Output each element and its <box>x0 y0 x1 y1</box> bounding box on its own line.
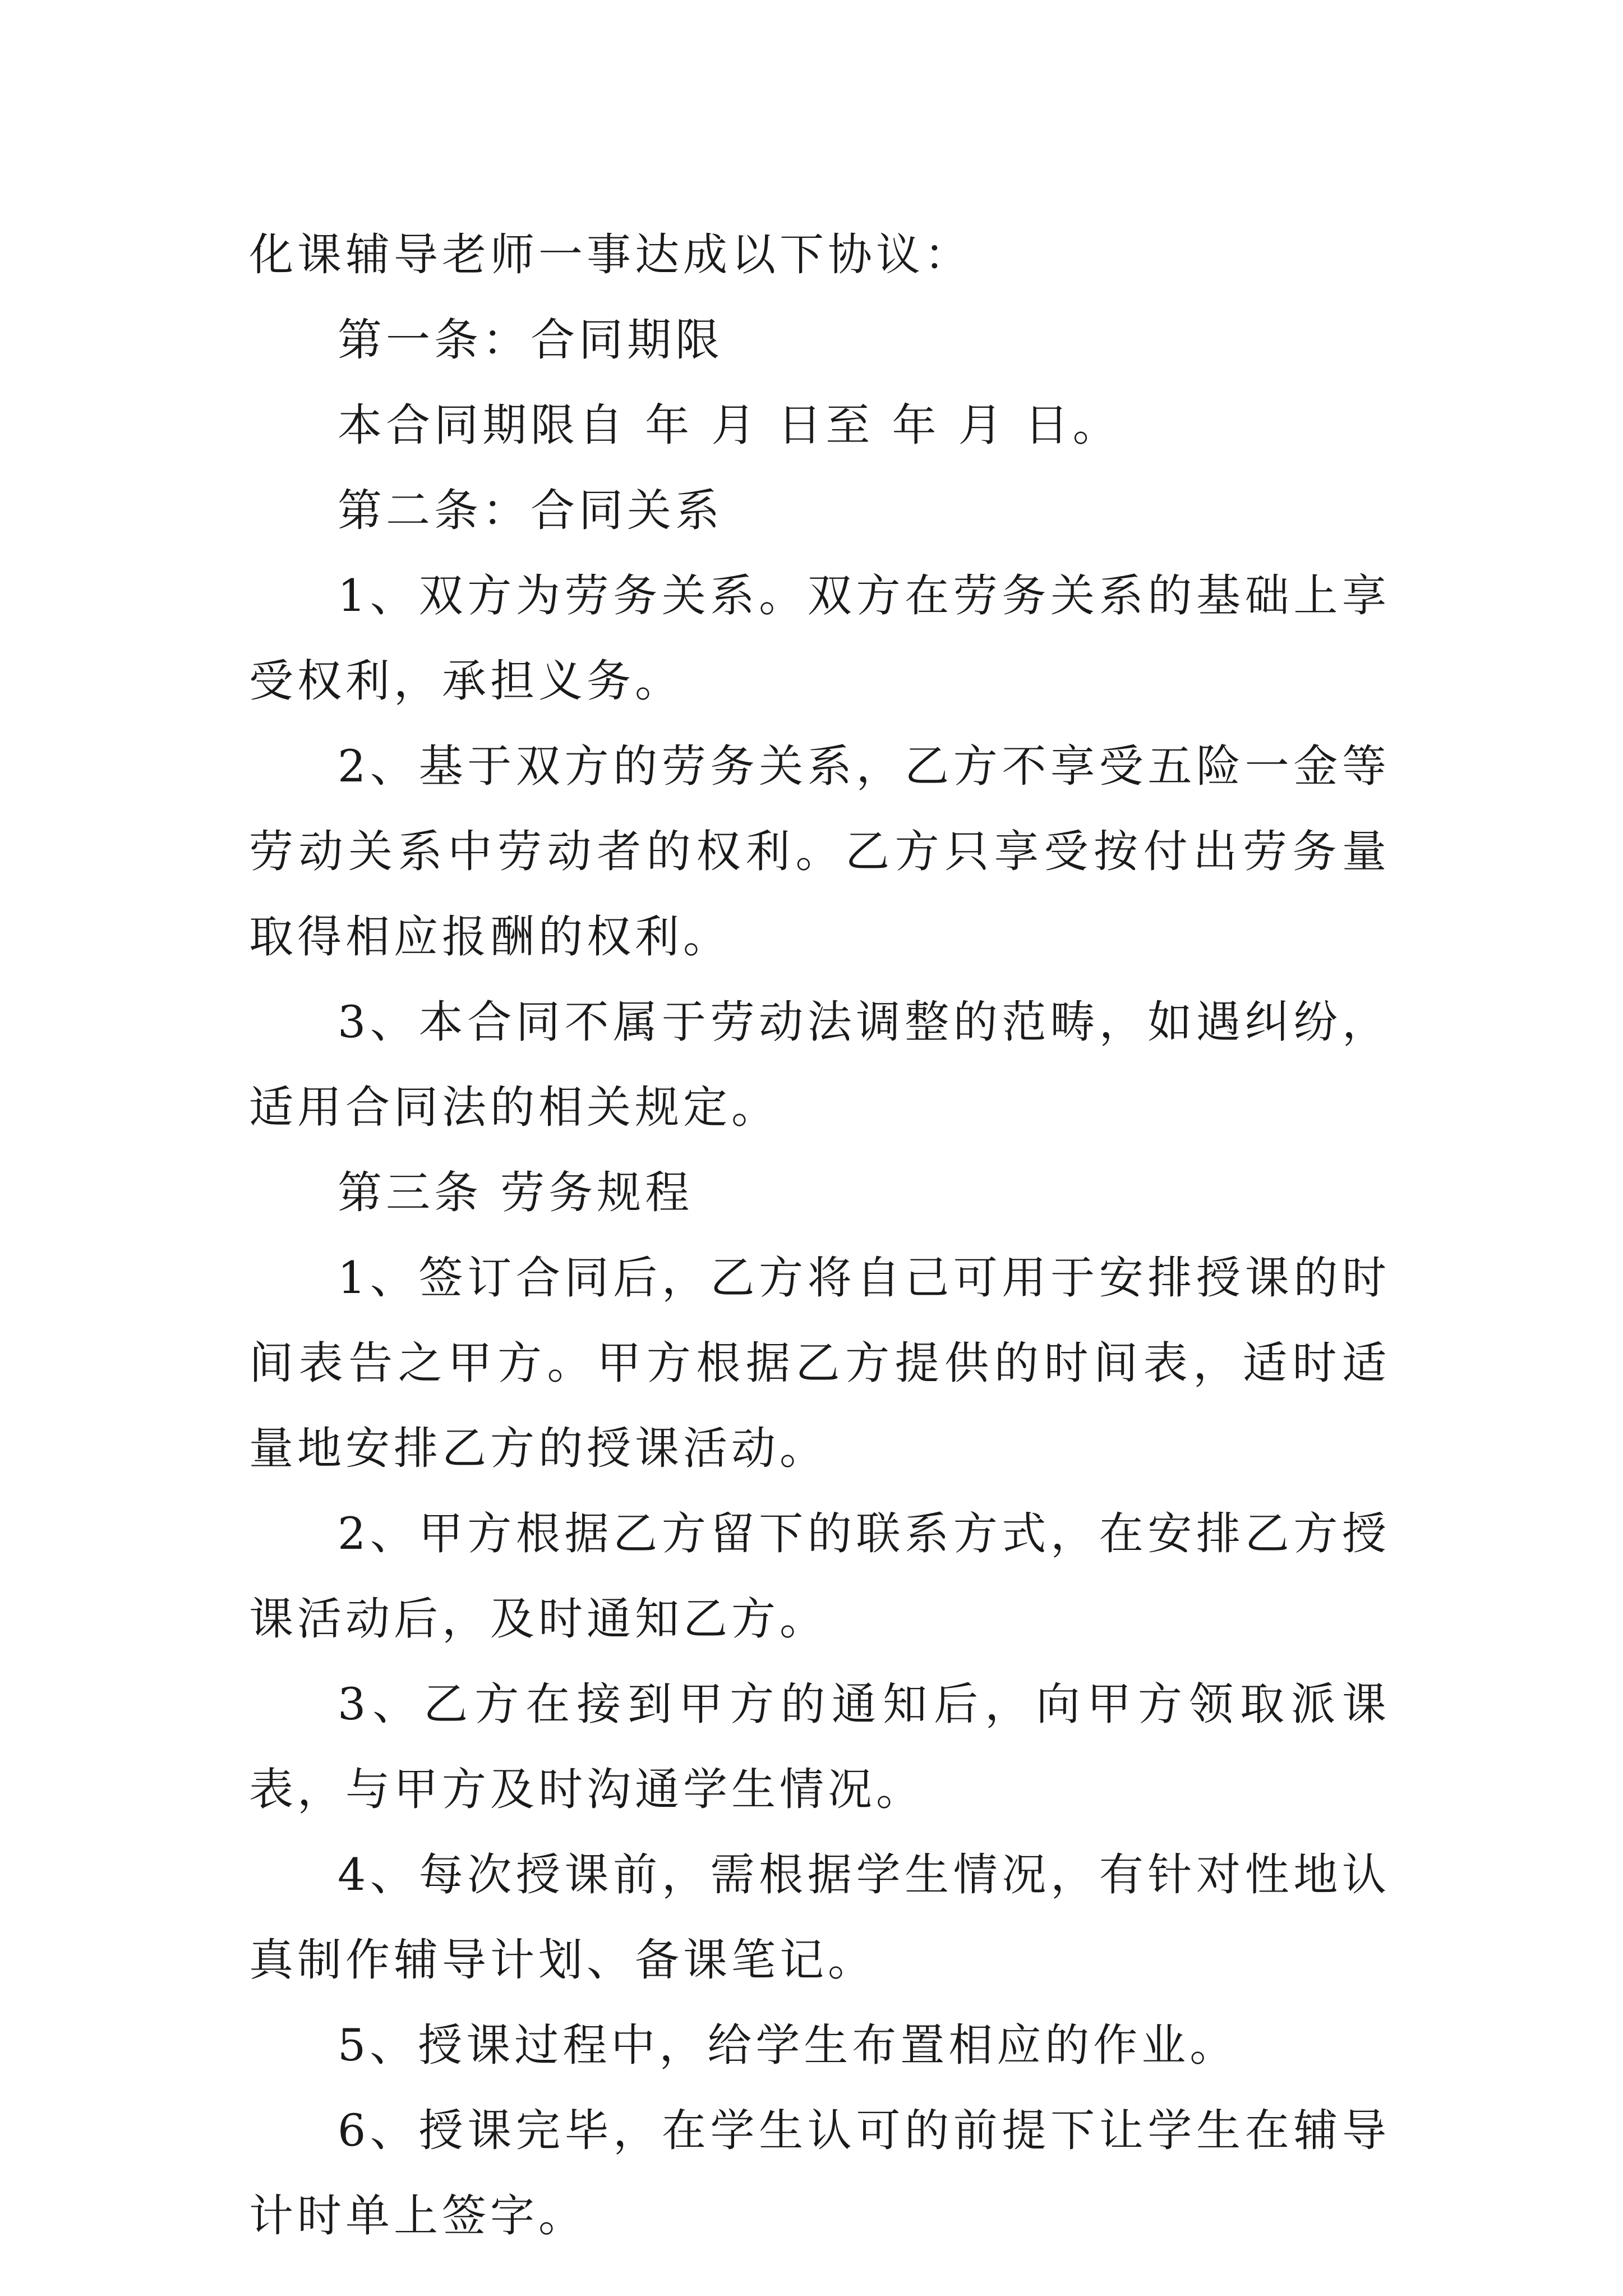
paragraph-procedure-6: 6、授课完毕，在学生认可的前提下让学生在辅导计时单上签字。 <box>249 2105 1390 2242</box>
heading-article-2: 第二条：合同关系 <box>338 485 723 536</box>
paragraph-procedure-4: 4、每次授课前，需根据学生情况，有针对性地认真制作辅导计划、备课笔记。 <box>249 1849 1390 1986</box>
heading-article-3: 第三条 劳务规程 <box>338 1167 694 1218</box>
paragraph-intro-continuation: 化课辅导老师一事达成以下协议： <box>249 229 972 280</box>
paragraph-relation-1: 1、双方为劳务关系。双方在劳务关系的基础上享受权利，承担义务。 <box>249 570 1390 707</box>
paragraph-relation-3: 3、本合同不属于劳动法调整的范畴，如遇纠纷，适用合同法的相关规定。 <box>249 996 1390 1133</box>
paragraph-contract-term: 本合同期限自 年 月 日至 年 月 日。 <box>338 399 1121 451</box>
paragraph-procedure-3: 3、乙方在接到甲方的通知后，向甲方领取派课表，与甲方及时沟通学生情况。 <box>249 1678 1390 1815</box>
paragraph-procedure-5: 5、授课过程中，给学生布置相应的作业。 <box>338 2019 1238 2071</box>
paragraph-procedure-1: 1、签订合同后，乙方将自己可用于安排授课的时间表告之甲方。甲方根据乙方提供的时间表，适时适量地安排乙方的授课活动。 <box>249 1252 1390 1474</box>
contract-body <box>249 212 1390 2258</box>
paragraph-relation-2: 2、基于双方的劳务关系，乙方不享受五险一金等劳动关系中劳动者的权利。乙方只享受按付出劳务量取得相应报酬的权利。 <box>249 740 1390 963</box>
paragraph-procedure-2: 2、甲方根据乙方留下的联系方式，在安排乙方授课活动后，及时通知乙方。 <box>249 1508 1390 1645</box>
heading-article-1: 第一条：合同期限 <box>338 314 723 366</box>
